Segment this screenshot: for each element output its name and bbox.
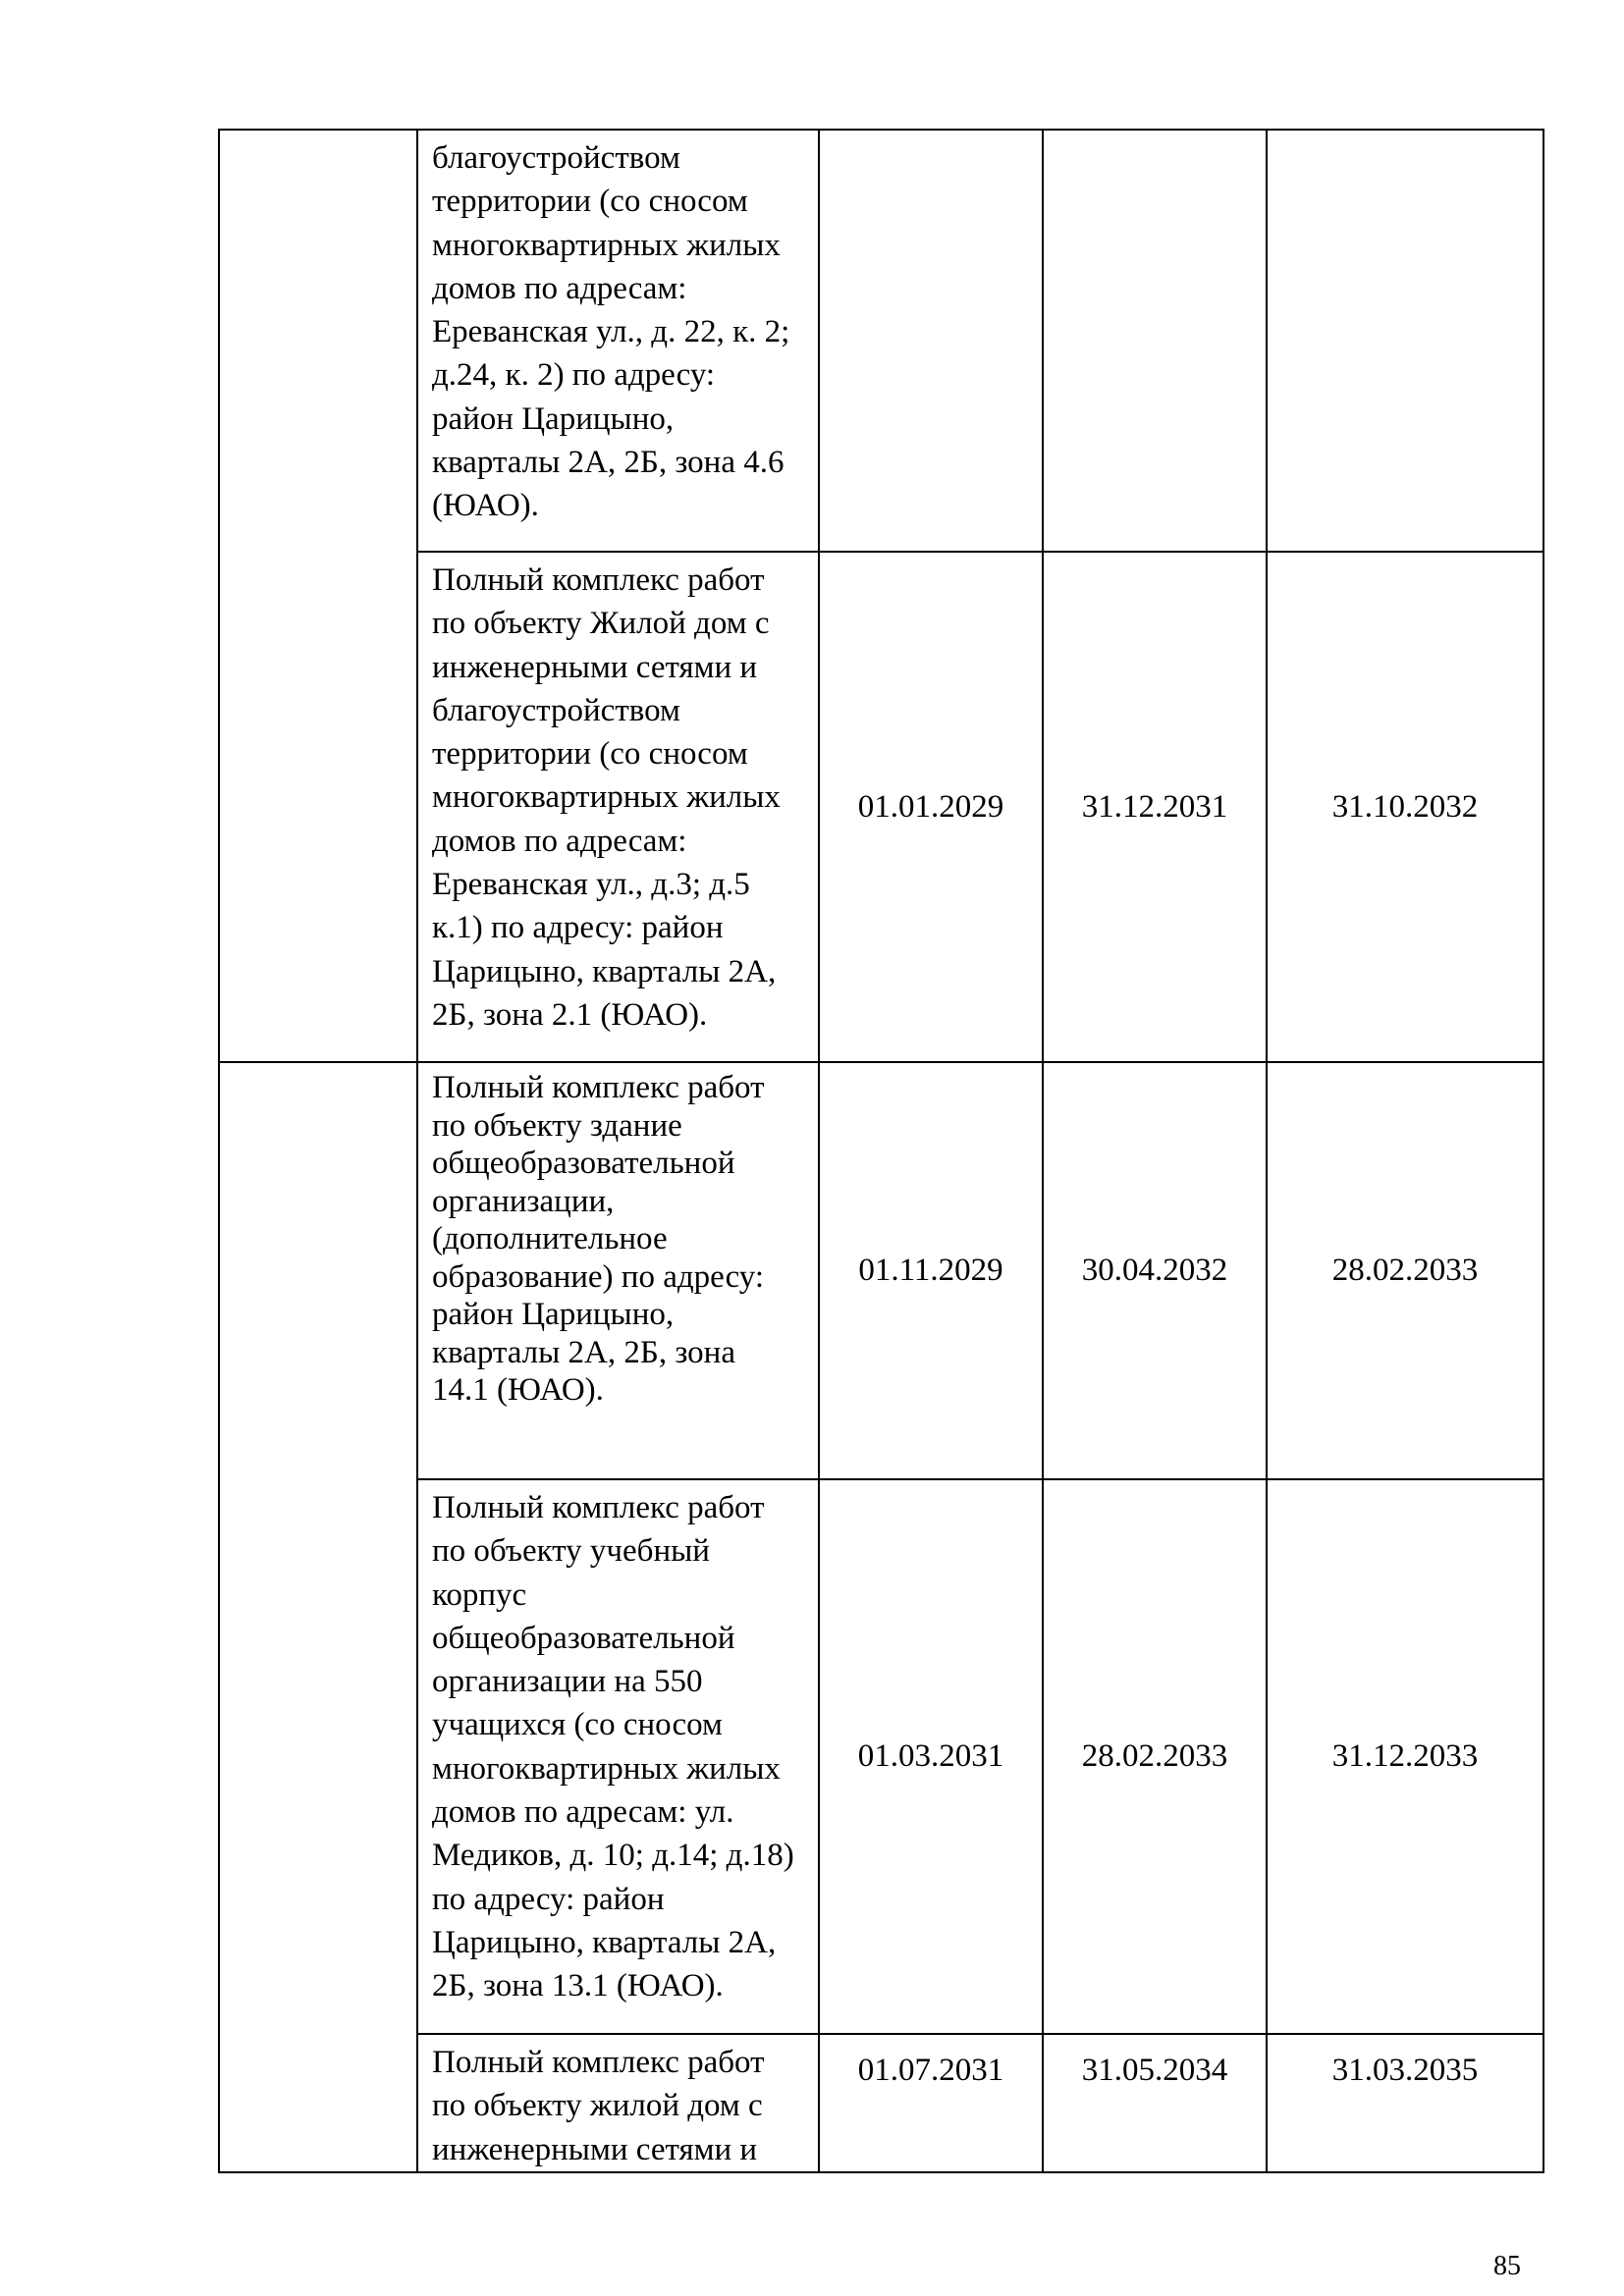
description-line: Царицыно, кварталы 2А,	[432, 953, 777, 989]
description-line: инженерными сетями и	[432, 649, 758, 685]
end-date-cell: 31.12.2031	[1043, 552, 1267, 1062]
description-line: Полный комплекс работ	[432, 1490, 765, 1525]
table-row	[219, 1062, 1543, 1479]
description-line: благоустройством	[432, 692, 680, 728]
description-line: территории (со сносом	[432, 184, 748, 220]
start-date-cell: 01.11.2029	[819, 1062, 1043, 1479]
description-line: к.1) по адресу: район	[432, 910, 724, 946]
description-line: Ереванская ул., д. 22, к. 2;	[432, 314, 790, 350]
description-line: Полный комплекс работ	[432, 562, 765, 598]
group-cell	[219, 1062, 417, 2172]
description-line: по объекту жилой дом с	[432, 2088, 763, 2124]
description-line: (дополнительное	[432, 1221, 668, 1256]
table-row	[219, 552, 1543, 1062]
table-row	[219, 2034, 1543, 2172]
description-line: территории (со сносом	[432, 736, 748, 773]
description-line: 2Б, зона 2.1 (ЮАО).	[432, 996, 708, 1033]
description-line: Полный комплекс работ	[432, 1070, 765, 1105]
description-cell	[417, 1062, 819, 1479]
description-line: Полный комплекс работ	[432, 2045, 765, 2080]
group-cell	[219, 130, 417, 1062]
start-date-cell: 01.03.2031	[819, 1479, 1043, 2034]
description-line: учащихся (со сносом	[432, 1707, 723, 1743]
final-date-cell: 31.12.2033	[1267, 1479, 1543, 2034]
table-row	[219, 130, 1543, 552]
description-line: многоквартирных жилых	[432, 227, 781, 263]
end-date-cell: 31.05.2034	[1043, 2034, 1267, 2172]
final-date-cell: 31.10.2032	[1267, 552, 1543, 1062]
description-line: (ЮАО).	[432, 488, 539, 524]
description-line: корпус	[432, 1576, 527, 1613]
final-date-cell: 31.03.2035	[1267, 2034, 1543, 2172]
start-date-cell	[819, 130, 1043, 552]
description-line: многоквартирных жилых	[432, 779, 781, 816]
works-schedule-table	[218, 129, 1544, 2173]
description-line: домов по адресам: ул.	[432, 1794, 734, 1831]
description-line: многоквартирных жилых	[432, 1750, 781, 1787]
end-date-cell	[1043, 130, 1267, 552]
final-date-cell	[1267, 130, 1543, 552]
description-line: общеобразовательной	[432, 1620, 735, 1656]
description-line: по объекту учебный	[432, 1533, 710, 1570]
start-date-cell: 01.01.2029	[819, 552, 1043, 1062]
description-line: по объекту Жилой дом с	[432, 606, 770, 642]
description-line: благоустройством	[432, 140, 680, 176]
description-line: по адресу: район	[432, 1881, 665, 1917]
start-date-cell: 01.07.2031	[819, 2034, 1043, 2172]
end-date-cell: 30.04.2032	[1043, 1062, 1267, 1479]
description-line: домов по адресам:	[432, 270, 687, 306]
end-date-cell: 28.02.2033	[1043, 1479, 1267, 2034]
description-line: общеобразовательной	[432, 1146, 735, 1181]
description-line: район Царицыно,	[432, 1297, 675, 1332]
description-line: кварталы 2А, 2Б, зона 4.6	[432, 445, 785, 481]
description-line: 2Б, зона 13.1 (ЮАО).	[432, 1968, 724, 2004]
description-line: образование) по адресу:	[432, 1258, 765, 1295]
description-line: организации на 550	[432, 1664, 703, 1700]
description-line: кварталы 2А, 2Б, зона	[432, 1334, 735, 1370]
description-line: домов по адресам:	[432, 823, 687, 859]
description-line: Ереванская ул., д.3; д.5	[432, 867, 750, 903]
description-line: район Царицыно,	[432, 400, 675, 437]
description-cell	[417, 552, 819, 1062]
description-line: Медиков, д. 10; д.14; д.18)	[432, 1838, 794, 1874]
description-cell	[417, 1479, 819, 2034]
description-line: 14.1 (ЮАО).	[432, 1372, 604, 1408]
description-cell	[417, 2034, 819, 2172]
final-date-cell: 28.02.2033	[1267, 1062, 1543, 1479]
description-line: организации,	[432, 1183, 615, 1219]
page-number: 85	[1493, 2251, 1521, 2281]
description-line: инженерными сетями и	[432, 2131, 758, 2167]
description-line: д.24, к. 2) по адресу:	[432, 357, 716, 394]
table-row	[219, 1479, 1543, 2034]
description-line: по объекту здание	[432, 1107, 682, 1144]
description-cell	[417, 130, 819, 552]
description-line: Царицыно, кварталы 2А,	[432, 1924, 777, 1960]
